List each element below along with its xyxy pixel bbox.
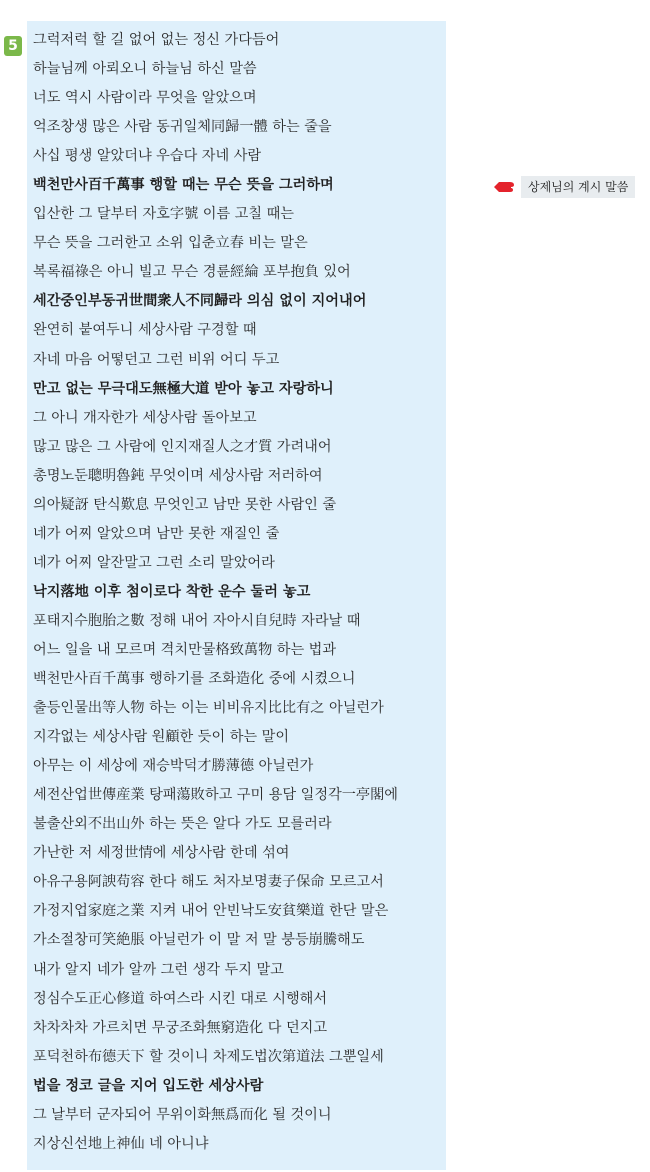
verse-line: 네가 어찌 알았으며 남만 못한 재질인 줄 [33,525,280,542]
verse-line: 완연히 붙여두니 세상사람 구경할 때 [33,322,257,339]
verse-line: 가정지업家庭之業 지켜 내어 안빈낙도安貧樂道 한단 말은 [33,903,389,920]
verse-line: 무슨 뜻을 그러한고 소위 입춘立春 비는 말은 [33,235,308,252]
verse-line: 정심수도正心修道 하여스라 시킨 대로 시행해서 [33,990,328,1007]
verse-line: 세간중인부동귀世間衆人不同歸라 의심 없이 지어내어 [33,293,367,310]
verse-line: 백천만사百千萬事 행할 때는 무슨 뜻을 그러하며 [33,177,334,194]
note-label: 상제님의 계시 말씀 [521,176,635,198]
pointing-hand-icon [493,180,515,194]
verse-line: 그 아니 개자한가 세상사람 돌아보고 [33,409,257,426]
verse-line: 차차차차 가르치면 무궁조화無窮造化 다 던지고 [33,1019,328,1036]
section-number-badge: 5 [4,36,22,56]
verse-lines [33,26,398,1159]
verse-line: 불출산외不出山外 하는 뜻은 알다 가도 모를러라 [33,816,332,833]
verse-line: 법을 정코 글을 지어 입도한 세상사람 [33,1077,264,1094]
verse-line: 네가 어찌 알잔말고 그런 소리 말았어라 [33,554,275,571]
verse-line: 자네 마음 어떻던고 그런 비위 어디 두고 [33,351,280,368]
verse-line: 출등인물出等人物 하는 이는 비비유지比比有之 아닐런가 [33,700,384,717]
verse-line: 포덕천하布德天下 할 것이니 차제도법次第道法 그뿐일세 [33,1048,384,1065]
verse-line: 아무는 이 세상에 재승박덕才勝薄德 아닐런가 [33,758,314,775]
verse-line: 만고 없는 무극대도無極大道 받아 놓고 자랑하니 [33,380,334,397]
verse-line: 세전산업世傳産業 탕패蕩敗하고 구미 용담 일정각一亭閣에 [33,787,399,804]
verse-line: 백천만사百千萬事 행하기를 조화造化 중에 시켰으니 [33,671,356,688]
verse-line: 가소절창可笑絶脹 아닐런가 이 말 저 말 붕등崩騰해도 [33,932,365,949]
verse-line: 어느 일을 내 모르며 격치만물格致萬物 하는 법과 [33,641,337,658]
verse-line: 의아疑訝 탄식歎息 무엇인고 남만 못한 사람인 줄 [33,496,337,513]
verse-line: 아유구용阿諛苟容 한다 해도 처자보명妻子保命 모르고서 [33,874,384,891]
verse-line: 입산한 그 달부터 자호字號 이름 고칠 때는 [33,206,295,223]
verse-line: 낙지落地 이후 첨이로다 착한 운수 둘러 놓고 [33,583,311,600]
verse-line: 지각없는 세상사람 원顧한 듯이 하는 말이 [33,729,290,746]
verse-line: 많고 많은 그 사람에 인지재질人之才質 가려내어 [33,438,332,455]
verse-line: 억조창생 많은 사람 동귀일체同歸一體 하는 줄을 [33,119,332,136]
verse-line: 포태지수胞胎之數 정해 내어 자아시自兒時 자라날 때 [33,612,361,629]
verse-line: 그 날부터 군자되어 무위이화無爲而化 될 것이니 [33,1106,332,1123]
verse-line: 복록福祿은 아니 빌고 무슨 경륜經綸 포부抱負 있어 [33,264,351,281]
verse-line: 가난한 저 세정世情에 세상사람 한데 섞여 [33,845,290,862]
revelation-note [493,176,635,198]
verse-line: 사십 평생 알았더냐 우습다 자네 사람 [33,148,262,165]
verse-line: 총명노둔聰明魯鈍 무엇이며 세상사람 저러하여 [33,467,323,484]
verse-line: 하늘님께 아뢰오니 하늘님 하신 말씀 [33,61,257,78]
verse-line: 그럭저럭 할 길 없어 없는 정신 가다듬어 [33,32,280,48]
verse-line: 너도 역시 사람이라 무엇을 알았으며 [33,90,257,107]
verse-line: 지상신선地上神仙 네 아니냐 [33,1135,209,1152]
verse-line: 내가 알지 네가 알까 그런 생각 두지 말고 [33,961,284,978]
